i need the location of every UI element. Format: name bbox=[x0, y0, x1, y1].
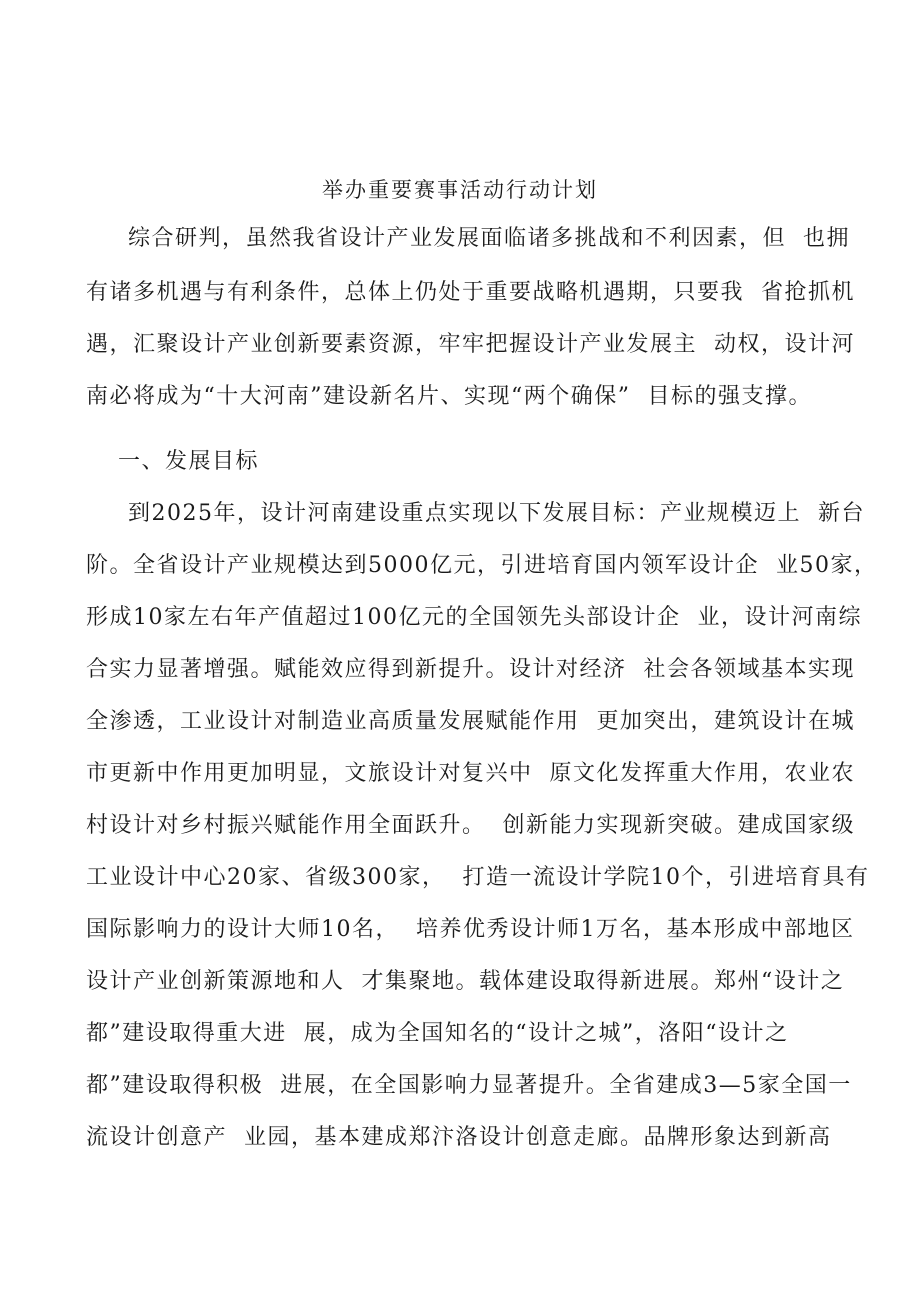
goal-line-6: 市更新中作用更加明显，文旅设计对复兴中 原文化发挥重大作用，农业农 bbox=[86, 761, 855, 786]
goal-line-1: 到2025年，设计河南建设重点实现以下发展目标：产业规模迈上 新台 bbox=[128, 501, 865, 526]
intro-line-1: 综合研判，虽然我省设计产业发展面临诸多挑战和不利因素，但 也拥 bbox=[128, 226, 850, 251]
goal-line-13: 流设计创意产 业园，基本建成郑汴洛设计创意走廊。品牌形象达到新高 bbox=[86, 1125, 832, 1150]
goal-line-8: 工业设计中心20家、省级300家， 打造一流设计学院10个，引进培育具有 bbox=[86, 865, 870, 890]
goal-line-10: 设计产业创新策源地和人 才集聚地。载体建设取得新进展。郑州“设计之 bbox=[86, 969, 845, 994]
goal-line-11: 都”建设取得重大进 展，成为全国知名的“设计之城”，洛阳“设计之 bbox=[86, 1021, 789, 1046]
goal-line-4: 合实力显著增强。赋能效应得到新提升。设计对经济 社会各领域基本实现 bbox=[86, 657, 855, 682]
goal-line-2: 阶。全省设计产业规模达到5000亿元，引进培育国内领军设计企 业50家， bbox=[86, 553, 878, 578]
goal-line-5: 全渗透，工业设计对制造业高质量发展赋能作用 更加突出，建筑设计在城 bbox=[86, 709, 855, 734]
goal-line-3: 形成10家左右年产值超过100亿元的全国领先头部设计企 业，设计河南综 bbox=[86, 605, 862, 630]
intro-line-3: 遇，汇聚设计产业创新要素资源，牢牢把握设计产业发展主 动权，设计河 bbox=[86, 332, 855, 357]
document-title: 举办重要赛事活动行动计划 bbox=[322, 178, 598, 202]
goal-line-9: 国际影响力的设计大师10名， 培养优秀设计师1万名，基本形成中部地区 bbox=[86, 917, 855, 942]
intro-line-2: 有诸多机遇与有利条件，总体上仍处于重要战略机遇期，只要我 省抢抓机 bbox=[86, 280, 855, 305]
section-heading: 一、发展目标 bbox=[118, 449, 260, 474]
goal-line-12: 都”建设取得积极 进展，在全国影响力显著提升。全省建成3—5家全国一 bbox=[86, 1073, 852, 1098]
intro-line-4: 南必将成为“十大河南”建设新名片、实现“两个确保” 目标的强支撑。 bbox=[86, 384, 812, 409]
goal-line-7: 村设计对乡村振兴赋能作用全面跃升。 创新能力实现新突破。建成国家级 bbox=[86, 813, 855, 838]
